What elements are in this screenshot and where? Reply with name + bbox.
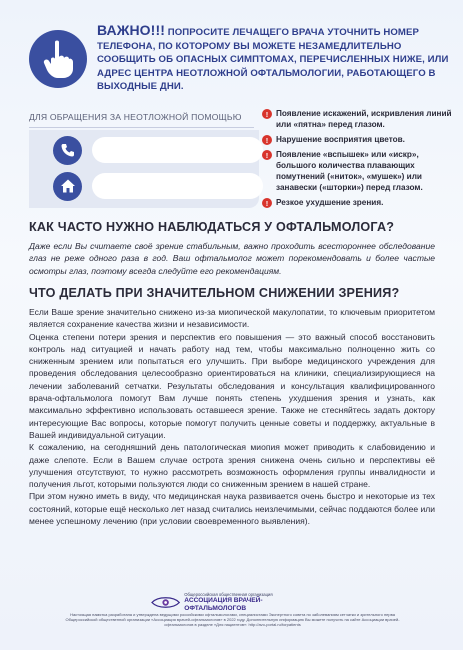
phone-icon xyxy=(53,136,82,165)
paragraph: Если Ваше зрение значительно снижено из-за миопической макулопатии, то ключевым приоритетом является сохранение качества жизни и независимости. xyxy=(29,307,435,330)
list-item xyxy=(262,108,459,130)
important-lead: ВАЖНО!!! xyxy=(97,22,165,38)
home-icon xyxy=(53,172,82,201)
footer-note: Настоящая памятка разработана и утверждена ведущими российскими офтальмологами, специалистами Экспертного совета по заболеваниям сетчатки и зрительного нерва Общероссийской общественной организации «Ассоциация врачей-офтальмологов» в 2022 году. Дополнительную информацию Вы можете получить на сайте Ассоциации врачей-офтальмологов в разделе «Для пациентов»: http://avo-portal.ru/forpatients xyxy=(65,612,400,628)
section-heading: КАК ЧАСТО НУЖНО НАБЛЮДАТЬСЯ У ОФТАЛЬМОЛОГА? xyxy=(29,220,395,234)
eye-logo-icon xyxy=(151,596,180,609)
list-item xyxy=(262,134,459,145)
address-row xyxy=(53,170,263,202)
section-body xyxy=(29,306,435,527)
important-text: ПОПРОСИТЕ ЛЕЧАЩЕГО ВРАЧА УТОЧНИТЬ НОМЕР ТЕЛЕФОНА, ПО КОТОРОМУ ВЫ МОЖЕТЕ НЕЗАМЕДЛИТЕЛЬНО СООБЩИТЬ ОБ ОПАСНЫХ СИМПТОМАХ, ПЕРЕЧИСЛЕННЫХ НИЖЕ, ИЛИ АДРЕС ЦЕНТРА НЕОТЛОЖНОЙ ОФТАЛЬМОЛОГИИ, РАБОТАЮЩЕГО В ВЫХОДНЫЕ ДНИ. xyxy=(97,27,449,93)
contact-panel xyxy=(29,130,259,208)
paragraph: К сожалению, на сегодняшний день патологическая миопия может приводить к слабовидению и даже слепоте. Если в Вашем случае острота зрения снижена очень сильно и перспективы её улучшения отсутствуют, то нужно рассмотреть возможность оформления группы инвалидности и получения льгот, которыми пользуются люди со сниженным зрением в нашей стране. xyxy=(29,442,435,490)
section-text: Даже если Вы считаете своё зрение стабильным, важно проходить всестороннее обследование глаз не реже одного раза в год. Ваш офтальмолог может порекомендовать и более частые осмотры глаз, поэтому всегда следуйте его рекомендациям. xyxy=(29,241,435,276)
symptom-list xyxy=(262,108,459,212)
divider xyxy=(29,127,254,128)
org-type: Общероссийская общественная организация xyxy=(184,591,273,597)
symptom-text: Появление «вспышек» или «искр», большого количества плавающих помутнений («ниток», «мушек») или занавески («шторки») перед глазом. xyxy=(276,150,423,192)
paragraph: Оценка степени потери зрения и перспектив его повышения — это важный способ восстановить контроль над ситуацией и начать работу над тем, чтобы максимально полноценно жить со сниженным зрением или попытаться его улучшить. При выборе медицинского учреждения для проведения обследования целесообразно ориентироваться на клиники, специализирующиеся на лечении заболеваний сетчатки. Результаты обследования и консультация квалифицированного врача-офтальмолога помогут Вам лучше понять степень ухудшения зрения и узнать, как максимально эффективно использовать оставшееся зрение. Также не стесняйтесь задать доктору интересующие Вас вопросы, которые помогут получить ценные советы и поддержку, актуальные в Вашей индивидуальной ситуации. xyxy=(29,331,435,440)
contact-title: ДЛЯ ОБРАЩЕНИЯ ЗА НЕОТЛОЖНОЙ ПОМОЩЬЮ xyxy=(29,112,242,122)
exclamation-icon: ! xyxy=(262,150,272,160)
logo-text xyxy=(184,592,321,613)
exclamation-icon: ! xyxy=(262,109,272,119)
symptom-text: Появление искажений, искривления линий или «пятна» перед глазом. xyxy=(276,109,452,129)
list-item xyxy=(262,197,459,208)
section-paragraph xyxy=(29,240,435,277)
symptom-text: Резкое ухудшение зрения. xyxy=(276,198,384,207)
phone-row xyxy=(53,134,263,166)
raised-index-finger-icon xyxy=(29,30,87,88)
phone-field xyxy=(92,137,263,163)
exclamation-icon: ! xyxy=(262,198,272,208)
org-name: АССОЦИАЦИЯ ВРАЧЕЙ-ОФТАЛЬМОЛОГОВ xyxy=(184,596,263,612)
important-notice xyxy=(97,24,459,94)
organization-logo xyxy=(151,591,321,612)
symptom-text: Нарушение восприятия цветов. xyxy=(276,135,405,144)
exclamation-icon: ! xyxy=(262,135,272,145)
list-item xyxy=(262,149,459,193)
section-heading: ЧТО ДЕЛАТЬ ПРИ ЗНАЧИТЕЛЬНОМ СНИЖЕНИИ ЗРЕНИЯ? xyxy=(29,286,400,300)
address-field xyxy=(92,173,263,199)
paragraph: При этом нужно иметь в виду, что медицинская наука развивается очень быстро и некоторые из тех состояний, которые ещё несколько лет назад считались неизлечимыми, сейчас поддаются более или менее успешному лечению (при условии своевременного выявления). xyxy=(29,491,436,527)
